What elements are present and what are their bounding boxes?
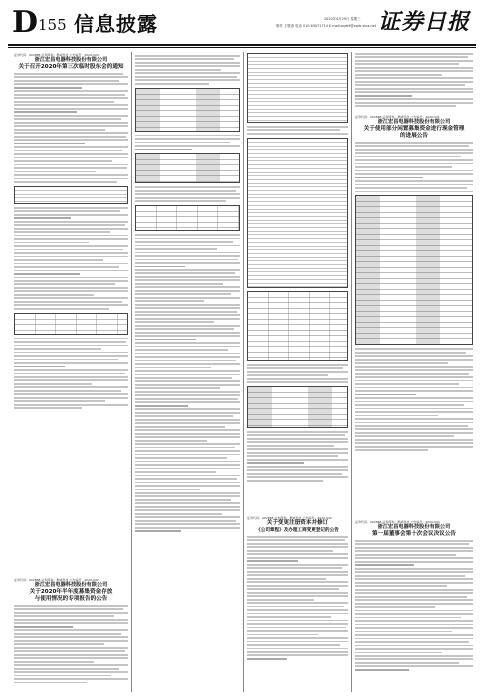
- column-divider: [243, 52, 244, 692]
- article-cash-management-progress: [355, 53, 473, 453]
- data-table: [247, 138, 348, 288]
- article-code-line: 证券代码：002888 证券简称：惠威科技 公告编号：2020-030: [247, 516, 332, 520]
- article-body-text: [355, 53, 473, 107]
- page-number: 155: [38, 16, 67, 34]
- article-shareholder-meeting-notice: [14, 53, 128, 411]
- article-body-text: [247, 536, 348, 660]
- article-company: 浙江宏昌电器科技股份有限公司: [377, 118, 451, 125]
- table-block: [247, 53, 348, 483]
- article-body-text: [14, 605, 128, 683]
- article-body-text: [355, 348, 473, 451]
- article-title: 的进展公告: [400, 132, 428, 139]
- data-table: [247, 386, 348, 428]
- page-section-letter: D: [12, 5, 39, 40]
- article-body-text: [247, 364, 348, 383]
- article-registered-capital-change: [247, 516, 348, 661]
- data-table: [247, 291, 348, 361]
- article-title: 关于2020年半年度募集资金存放: [29, 589, 113, 595]
- article-company: 浙江宏昌电器科技股份有限公司: [377, 524, 451, 530]
- data-table: [355, 195, 473, 345]
- header-rule: [8, 44, 476, 46]
- editor-contact: 制作 王敬涛 电话 010-63071714 E-mail:zqrb9@zqrb.sina.net: [276, 24, 376, 28]
- page-header: [8, 6, 476, 44]
- article-code-line: 证券代码：002888 证券简称：惠威科技 公告编号：2020-029: [14, 53, 99, 57]
- article-title: 关于使用部分闲置募集资金进行现金管理: [363, 125, 465, 132]
- data-table: [14, 313, 128, 335]
- issue-date: 2020年4月29日 星期三: [324, 17, 361, 21]
- article-body-text: [14, 73, 128, 409]
- article-title: 第一届董事会第十次会议决议公告: [372, 531, 456, 537]
- article-board-resolution: [355, 520, 473, 672]
- data-table: [135, 153, 240, 183]
- data-table: [247, 53, 348, 123]
- article-body-text: [247, 126, 348, 135]
- article-code-line: 证券代码：002888 证券简称：惠威科技 公告编号：2020-031: [355, 114, 440, 119]
- article-title: 与使用情况的专项报告的公告: [34, 596, 108, 602]
- article-body-text: [247, 431, 348, 482]
- article-code-line: 证券代码：002888 证券简称：惠威科技 公告编号：2020-033: [355, 520, 440, 524]
- column-divider: [351, 52, 352, 692]
- article-body-text: [135, 55, 240, 532]
- data-table: [14, 186, 128, 204]
- article-company: 浙江宏昌电器科技股份有限公司: [34, 582, 108, 588]
- article-title: 关于变更注册资本并修订: [266, 520, 329, 526]
- data-table: [135, 88, 240, 132]
- column-divider: [131, 52, 132, 692]
- data-table: [135, 205, 240, 231]
- article-code-line: 证券代码：002888 证券简称：惠威科技 公告编号：2020-032: [14, 578, 99, 582]
- section-title: 信息披露: [74, 12, 158, 36]
- article-continuation: [135, 53, 240, 534]
- article-title: 关于召开2020年第三次临时股东会的通知: [18, 64, 124, 70]
- newspaper-masthead: 证券日报: [377, 9, 470, 35]
- article-company: 浙江宏昌电器科技股份有限公司: [34, 57, 108, 63]
- header-rule-thin: [8, 47, 476, 48]
- article-fund-usage-report: [14, 578, 128, 685]
- article-title: 《公司章程》及办理工商变更登记的公告: [256, 528, 339, 533]
- article-body-text: [355, 142, 473, 193]
- article-body-text: [355, 540, 473, 671]
